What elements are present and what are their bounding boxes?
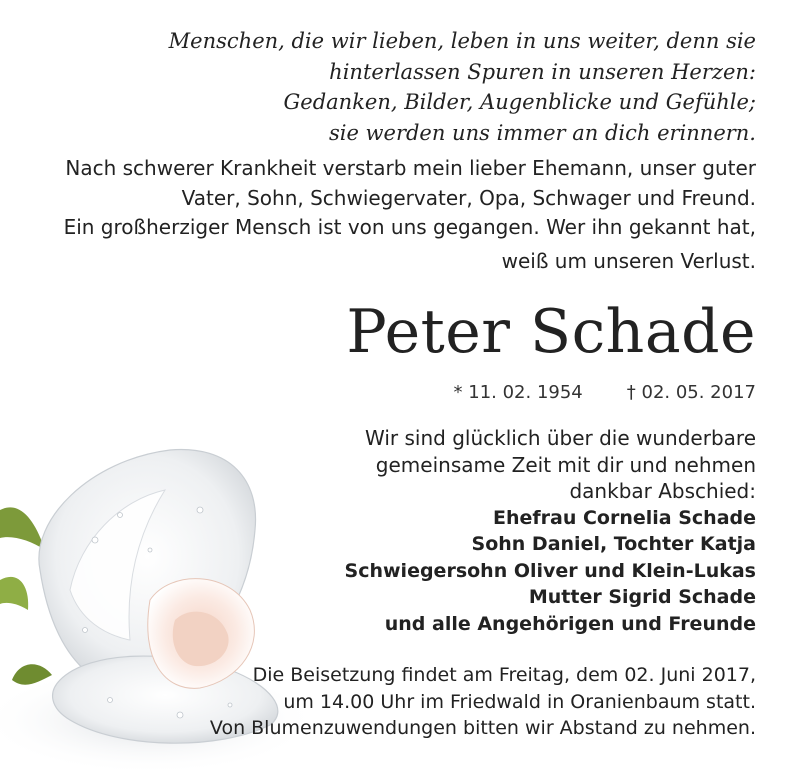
death-date: † 02. 05. 2017 [626,382,756,403]
funeral-line: um 14.00 Uhr im Friedwald in Oranienbaum statt. [283,690,756,713]
poem-line: hinterlassen Spuren in unseren Herzen: [329,59,756,84]
poem-line: Gedanken, Bilder, Augenblicke und Gefühle; [283,90,756,114]
funeral-line: Die Beisetzung findet am Freitag, dem 02. Juni 2017, [252,664,756,686]
mourner-line: Ehefrau Cornelia Schade [492,506,756,529]
poem-line: Menschen, die wir lieben, leben in uns weiter, denn sie [168,29,756,53]
family-section [296,425,756,637]
mourner-line: und alle Angehörigen und Freunde [384,612,756,635]
thanks-line: dankbar Abschied: [569,479,756,503]
thanks-line: Wir sind glücklich über die wunderbare [365,426,756,450]
intro-line: Nach schwerer Krankheit verstarb mein lieber Ehemann, unser guter [65,156,756,180]
intro-line: Ein großherziger Mensch ist von uns gegangen. Wer ihn gekannt hat, [63,215,756,239]
intro-text [16,154,756,276]
poem [56,26,756,148]
birth-date: * 11. 02. 1954 [453,382,583,403]
life-dates [454,380,756,406]
intro-line: Vater, Sohn, Schwiegervater, Opa, Schwager und Freund. [181,185,756,210]
mourner-line: Sohn Daniel, Tochter Katja [471,533,756,555]
thanks-line: gemeinsame Zeit mit dir und nehmen [375,452,756,477]
mourner-line: Schwiegersohn Oliver und Klein-Lukas [344,559,756,582]
funeral-info [156,662,756,742]
deceased-name: Peter Schade [346,297,756,367]
mourner-line: Mutter Sigrid Schade [528,586,756,608]
intro-line: weiß um unseren Verlust. [501,248,756,273]
poem-line: sie werden uns immer an dich erinnern. [328,120,756,145]
funeral-line: Von Blumenzuwendungen bitten wir Abstand zu nehmen. [209,717,756,739]
